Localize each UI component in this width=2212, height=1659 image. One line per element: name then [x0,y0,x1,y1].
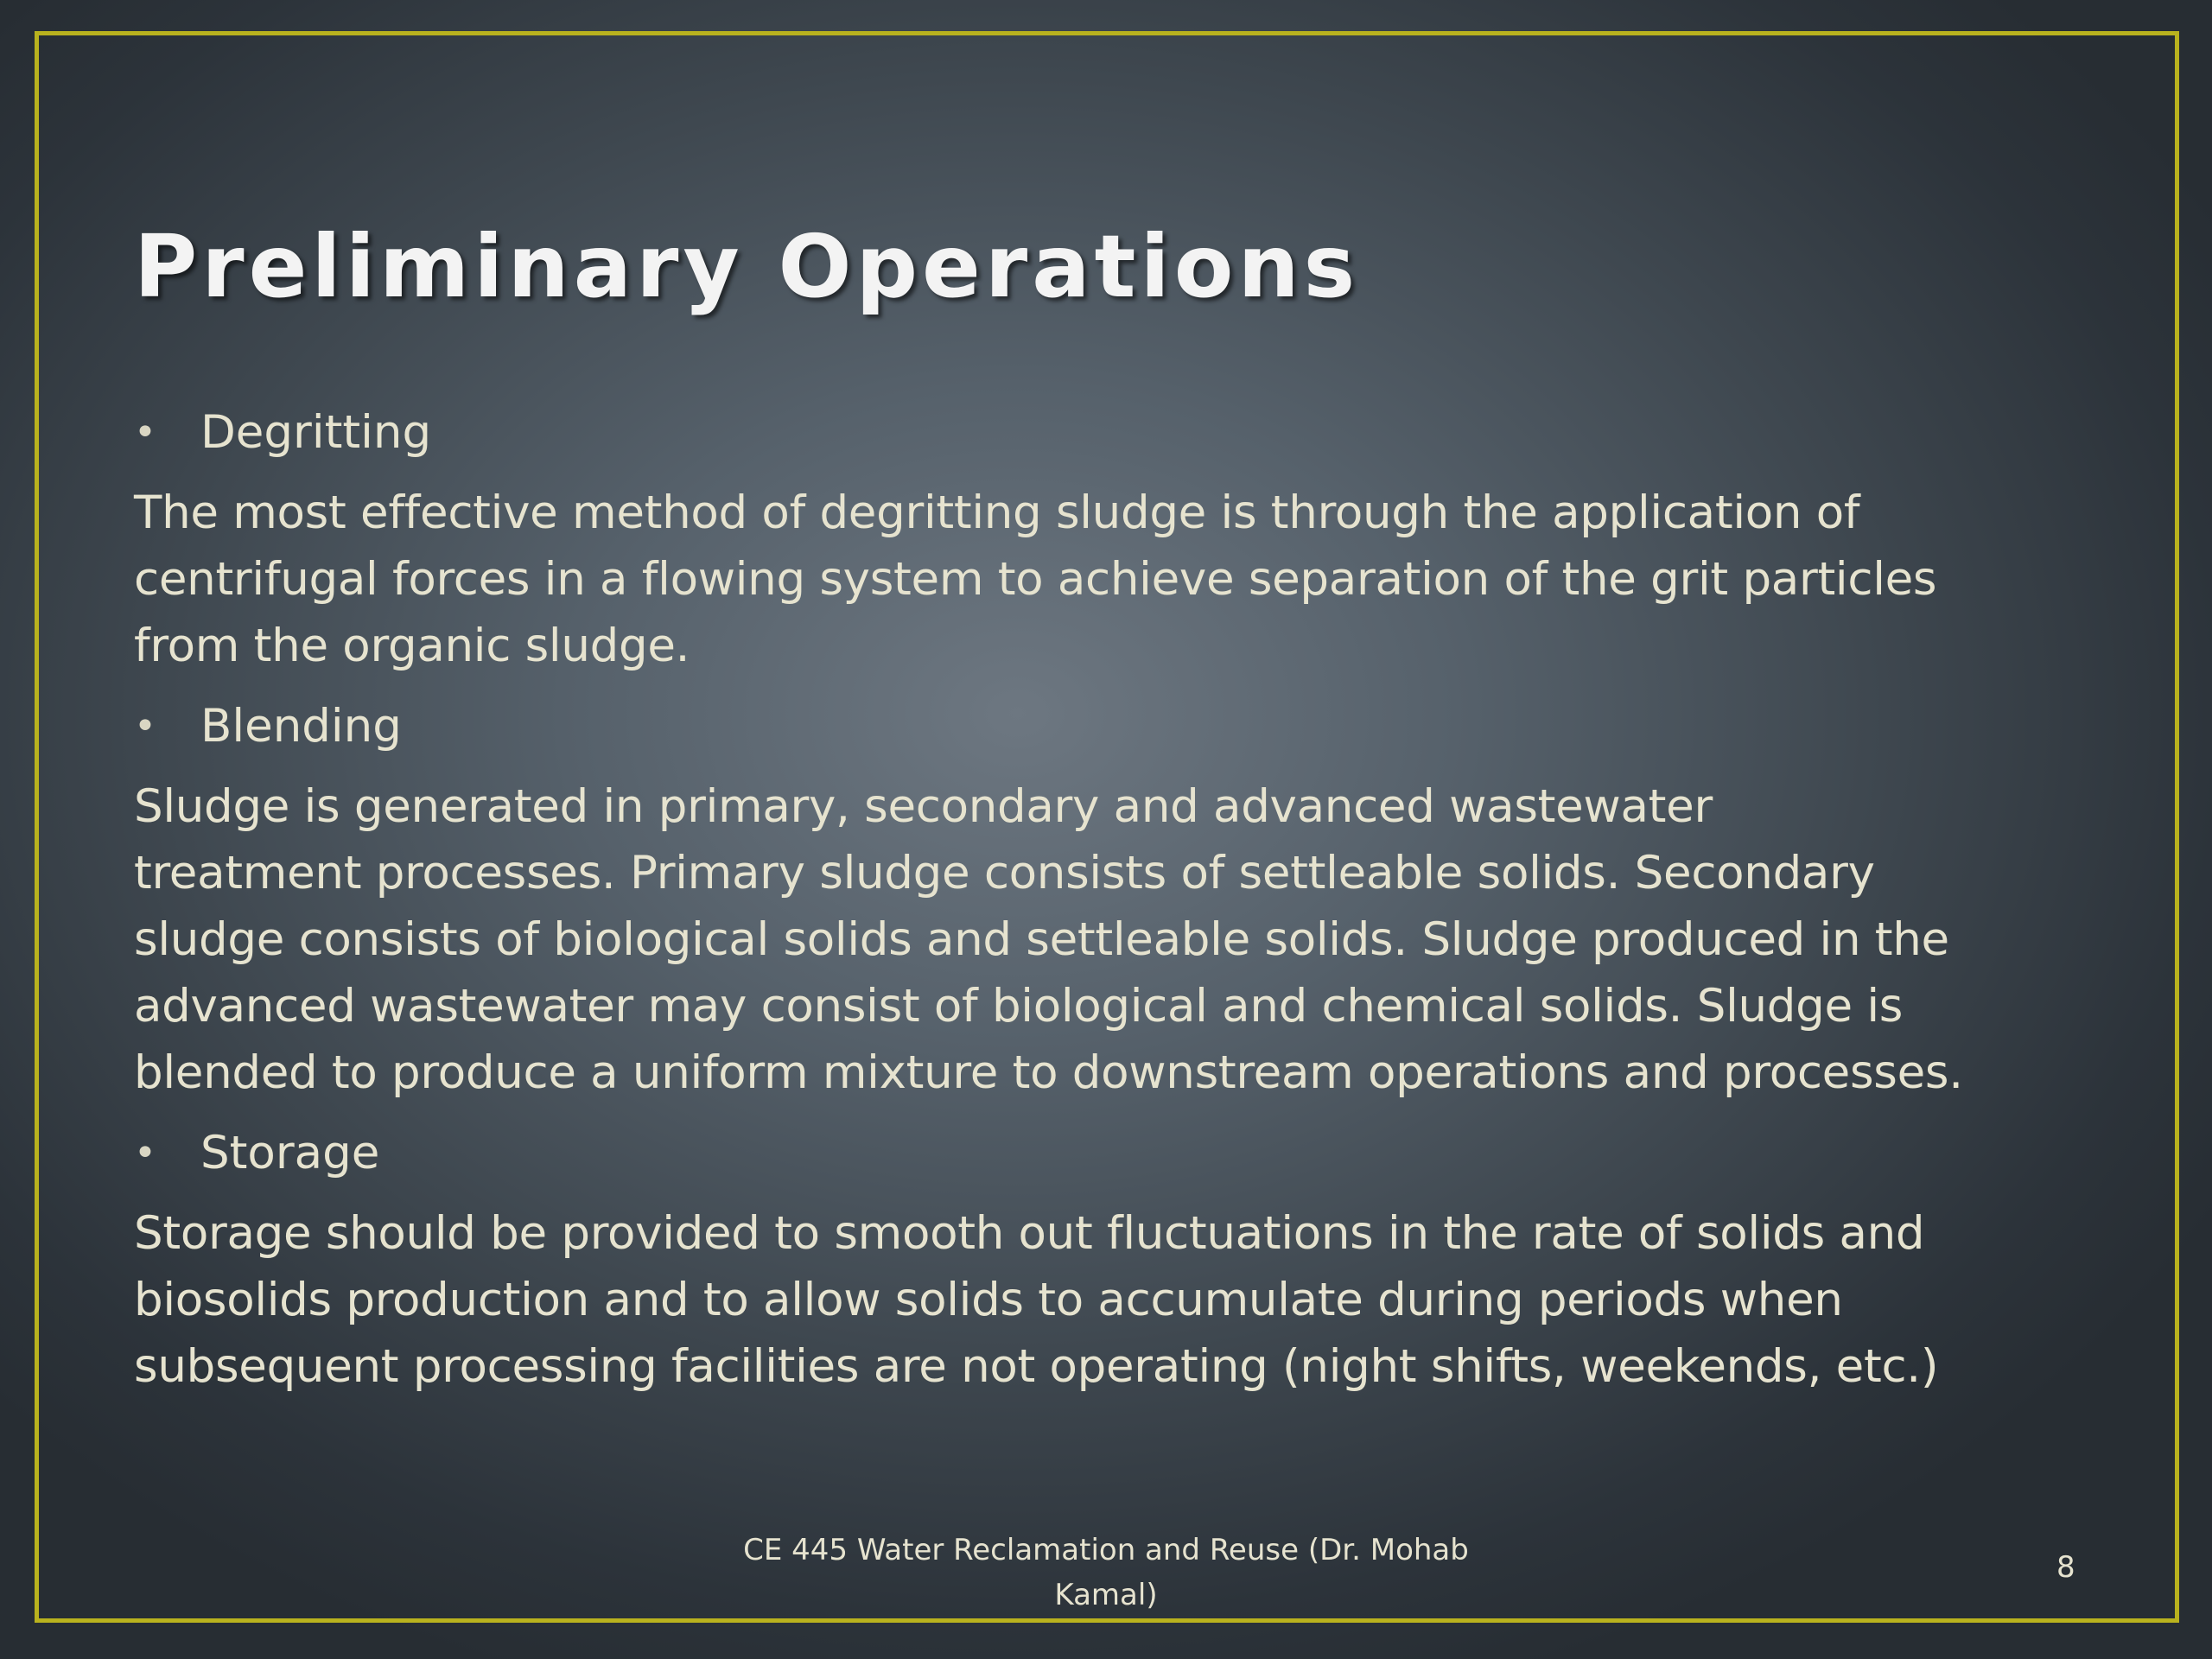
paragraph-storage: Storage should be provided to smooth out fluctuations in the rate of solids and biosolids production and to allow solids to accumulate during periods when subsequent processing facilities are not operating (night shifts, weekends, etc.) [134,1207,1939,1393]
bullet-dot-icon: • [134,1131,156,1175]
paragraph-degritting: The most effective method of degritting sludge is through the application of centrifugal forces in a flowing system to achieve separation of the grit particles from the organic sludge. [134,486,1937,672]
bullet-heading: Degritting [200,406,432,459]
slide-title: Preliminary Operations [134,216,1360,317]
bullet-dot-icon: • [134,410,156,454]
slide-footer: CE 445 Water Reclamation and Reuse (Dr. Mohab Kamal) [743,1533,1469,1612]
bullet-degritting [134,399,2082,466]
page-number: 8 [2056,1550,2075,1585]
bullet-heading: Blending [200,700,402,753]
bullet-blending [134,693,2082,760]
paragraph-blending: Sludge is generated in primary, secondary and advanced wastewater treatment processes. Primary sludge consists of settleable solids. Secondary sludge consists of biological solids and settleable solids. Sludge produced in the advanced wastewater may consist of biological and chemical solids. Sludge is blended to produce a uniform mixture to downstream operations and processes. [134,780,1963,1099]
bullet-storage [134,1120,2082,1186]
bullet-dot-icon: • [134,704,156,748]
slide-content [134,399,2082,1414]
bullet-heading: Storage [200,1127,380,1179]
